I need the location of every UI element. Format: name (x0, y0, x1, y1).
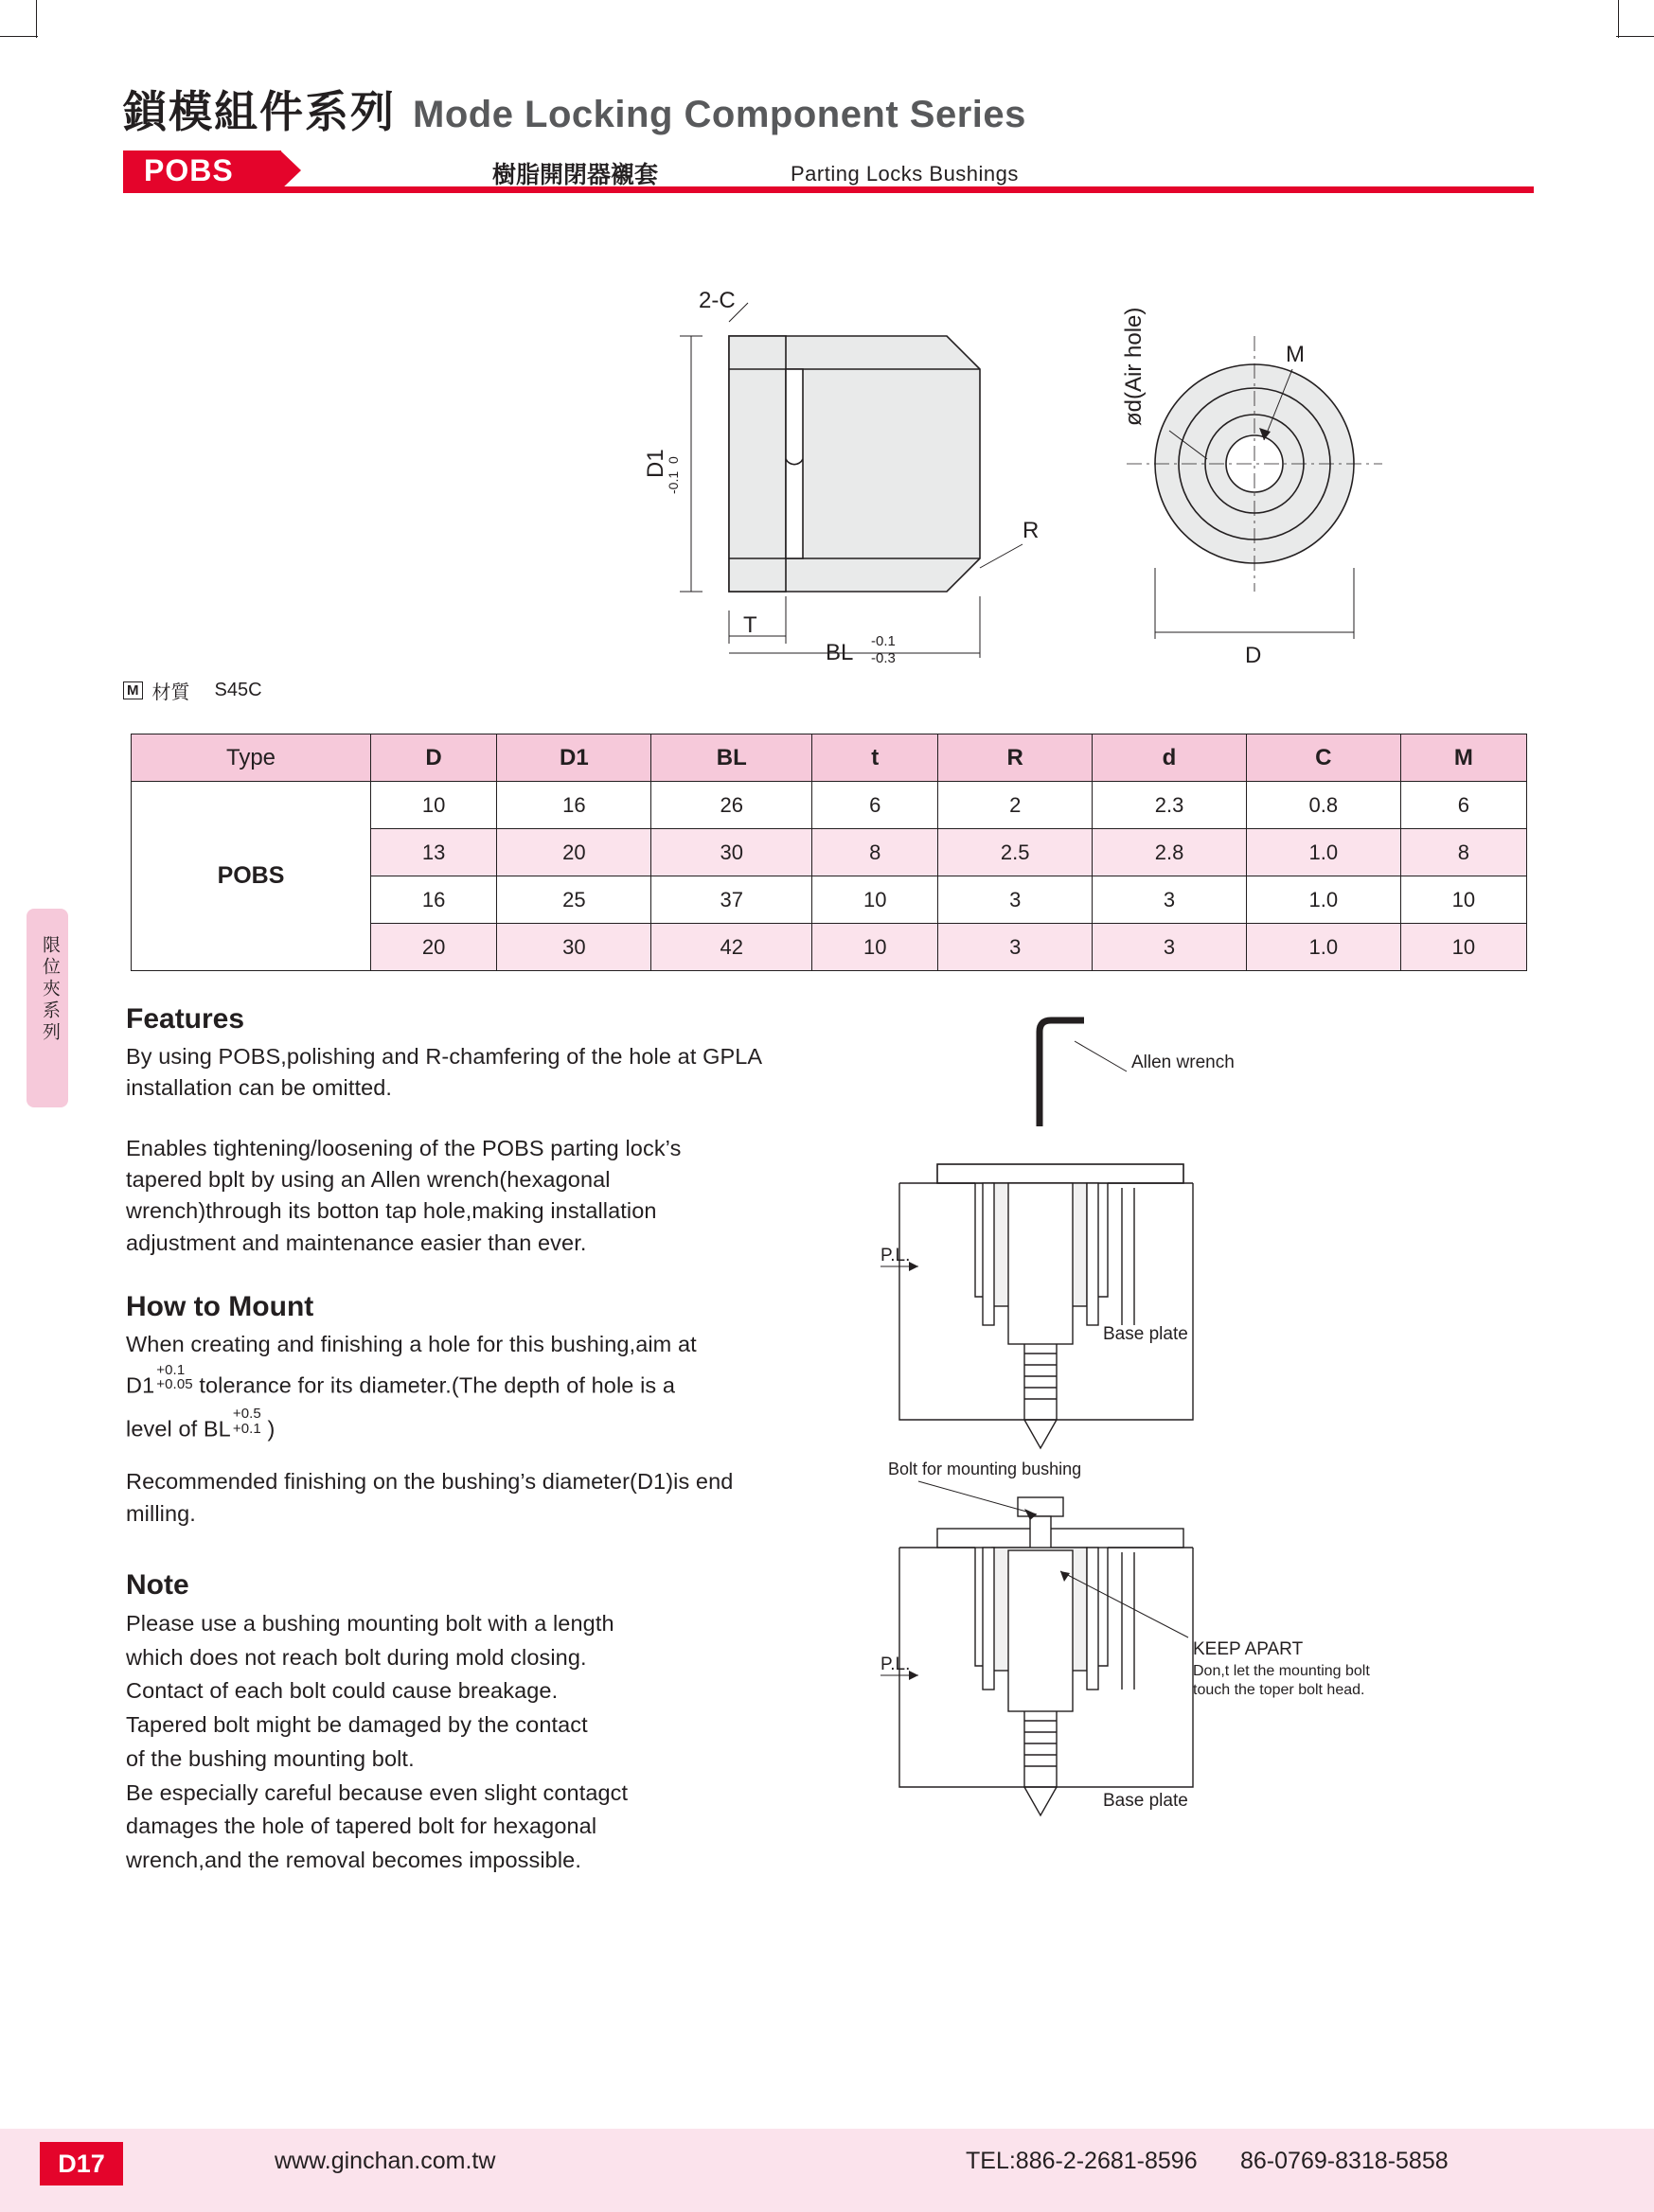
drawing-label-d1-tol-top: 0 (666, 456, 681, 464)
series-bar (123, 150, 1534, 194)
drawing-label-m: M (1286, 342, 1305, 367)
drawing-label-d: D (1245, 643, 1262, 663)
mount-paragraph-1-d: level of BL (126, 1416, 231, 1442)
series-subtitle-cn: 樹脂開閉器襯套 (492, 162, 659, 188)
drawing-label-d1-tol-bottom: -0.1 (666, 470, 681, 494)
cell: 10 (1400, 876, 1526, 924)
text-column (126, 1003, 845, 1878)
cell: 1.0 (1246, 829, 1400, 876)
cell: 2.8 (1093, 829, 1247, 876)
th-m: M (1400, 734, 1526, 782)
cell: 3 (938, 876, 1093, 924)
cell: 25 (497, 876, 651, 924)
technical-drawing (123, 284, 1534, 663)
note-line: damages the hole of tapered bolt for hexagonal (126, 1814, 597, 1839)
material-row (123, 677, 262, 704)
drawing-label-bl: BL (826, 640, 854, 663)
cell: 10 (812, 876, 938, 924)
crop-mark-top-right-h (1616, 36, 1654, 37)
th-c: C (1246, 734, 1400, 782)
cell: 6 (812, 782, 938, 829)
drawing-label-bl-tol-top: -0.1 (871, 633, 896, 649)
cell: 13 (371, 829, 497, 876)
label-keep-apart-line2: touch the toper bolt head. (1193, 1682, 1365, 1698)
cell: 8 (1400, 829, 1526, 876)
footer-tel-secondary: 86-0769-8318-5858 (1240, 2148, 1449, 2174)
th-type: Type (132, 734, 371, 782)
mount-tol2-bottom: +0.1 (232, 1421, 261, 1438)
label-pl-top: P.L. (880, 1246, 911, 1265)
note-line: Be especially careful because even slight contagct (126, 1779, 629, 1805)
label-allen-wrench: Allen wrench (1131, 1053, 1235, 1072)
cell: 10 (812, 924, 938, 971)
note-line: which does not reach bolt during mold closing. (126, 1644, 587, 1670)
page-title-cn: 鎖模組件系列 (123, 87, 396, 136)
side-tab-label: 限位夾系列 (40, 935, 60, 1044)
mount-d1-label: D1 (126, 1372, 155, 1398)
table-type-cell: POBS (132, 782, 371, 971)
cell: 3 (1093, 924, 1247, 971)
th-r: R (938, 734, 1093, 782)
label-keep-apart-line1: Don,t let the mounting bolt (1193, 1663, 1370, 1679)
cell: 2.3 (1093, 782, 1247, 829)
drawing-label-r: R (1023, 518, 1040, 543)
series-subtitle-en: Parting Locks Bushings (791, 162, 1019, 186)
crop-mark-top-right (1618, 0, 1619, 38)
cell: 42 (651, 924, 812, 971)
series-tag (123, 150, 281, 190)
mount-paragraph-2: Recommended finishing on the bushing’s diameter(D1)is end milling. (126, 1469, 734, 1526)
cell: 20 (371, 924, 497, 971)
material-label: 材質 (151, 682, 190, 703)
cell: 16 (497, 782, 651, 829)
cell: 1.0 (1246, 924, 1400, 971)
label-keep-apart-title: KEEP APART (1193, 1639, 1304, 1659)
cell: 6 (1400, 782, 1526, 829)
material-badge: M (123, 681, 143, 699)
note-line: wrench,and the removal becomes impossible. (126, 1847, 581, 1872)
crop-mark-top-left-h (0, 36, 38, 37)
note-line: Tapered bolt might be damaged by the contact (126, 1712, 588, 1738)
note-line: Please use a bushing mounting bolt with a length (126, 1610, 614, 1636)
mount-paragraph-1-e: ) (267, 1416, 276, 1442)
material-value: S45C (214, 680, 262, 700)
cell: 10 (1400, 924, 1526, 971)
cell: 37 (651, 876, 812, 924)
cell: 30 (497, 924, 651, 971)
th-d-small: d (1093, 734, 1247, 782)
features-paragraph-1: By using POBS,polishing and R-chamfering of the hole at GPLA installation can be omitted. (126, 1044, 761, 1101)
side-tab (27, 909, 68, 1107)
mount-tol2-top: +0.5 (232, 1406, 261, 1423)
cell: 10 (371, 782, 497, 829)
drawing-label-chamfer: 2-C (699, 288, 736, 313)
table-header-row (132, 734, 1527, 782)
mount-paragraph-1-a: When creating and finishing a hole for this bushing,aim at (126, 1332, 697, 1357)
features-heading: Features (126, 1003, 245, 1035)
cell: 3 (938, 924, 1093, 971)
features-paragraph-2: Enables tightening/loosening of the POBS parting lock’s tapered bplt by using an Allen wrench(hexagonal wrench)through its botton tap hole,making installation adjustment and maintenance easier than ever. (126, 1135, 682, 1255)
mount-tol1-top: +0.1 (156, 1361, 186, 1378)
footer-tel: TEL:886-2-2681-8596 (966, 2148, 1198, 2174)
cell: 20 (497, 829, 651, 876)
page-header (123, 87, 1534, 194)
label-base-plate-top: Base plate (1103, 1324, 1188, 1344)
page-footer (0, 2129, 1654, 2212)
cell: 3 (1093, 876, 1247, 924)
cell: 30 (651, 829, 812, 876)
drawing-label-t: T (743, 612, 757, 638)
drawing-label-bl-tol-bottom: -0.3 (871, 650, 896, 663)
th-t: t (812, 734, 938, 782)
drawing-label-air-hole: ød(Air hole) (1121, 307, 1147, 426)
th-bl: BL (651, 734, 812, 782)
cell: 2.5 (938, 829, 1093, 876)
title-row (123, 87, 1534, 136)
cell: 26 (651, 782, 812, 829)
mount-paragraph-1-c: tolerance for its diameter.(The depth of hole is a (199, 1372, 676, 1398)
page-title-en: Mode Locking Component Series (413, 94, 1026, 135)
crop-mark-top-left (36, 0, 37, 38)
cell: 2 (938, 782, 1093, 829)
mount-tol1-bottom: +0.05 (156, 1376, 193, 1393)
th-d: D (371, 734, 497, 782)
cell: 8 (812, 829, 938, 876)
label-pl-bottom: P.L. (880, 1655, 911, 1674)
series-tag-label: POBS (144, 152, 234, 187)
accent-rule (123, 186, 1534, 193)
footer-url[interactable]: www.ginchan.com.tw (275, 2148, 496, 2174)
table-row (132, 782, 1527, 829)
mount-heading: How to Mount (126, 1291, 314, 1323)
label-bolt-for-mounting: Bolt for mounting bushing (888, 1460, 1082, 1478)
note-heading: Note (126, 1568, 189, 1601)
label-base-plate-bottom: Base plate (1103, 1791, 1188, 1811)
spec-table (131, 734, 1527, 971)
assembly-diagrams (880, 1013, 1534, 2082)
note-line: Contact of each bolt could cause breakage. (126, 1678, 559, 1704)
note-line: of the bushing mounting bolt. (126, 1745, 415, 1771)
page-number: D17 (40, 2142, 123, 2185)
th-d1: D1 (497, 734, 651, 782)
cell: 1.0 (1246, 876, 1400, 924)
cell: 0.8 (1246, 782, 1400, 829)
cell: 16 (371, 876, 497, 924)
drawing-label-d1: D1 (643, 449, 668, 478)
